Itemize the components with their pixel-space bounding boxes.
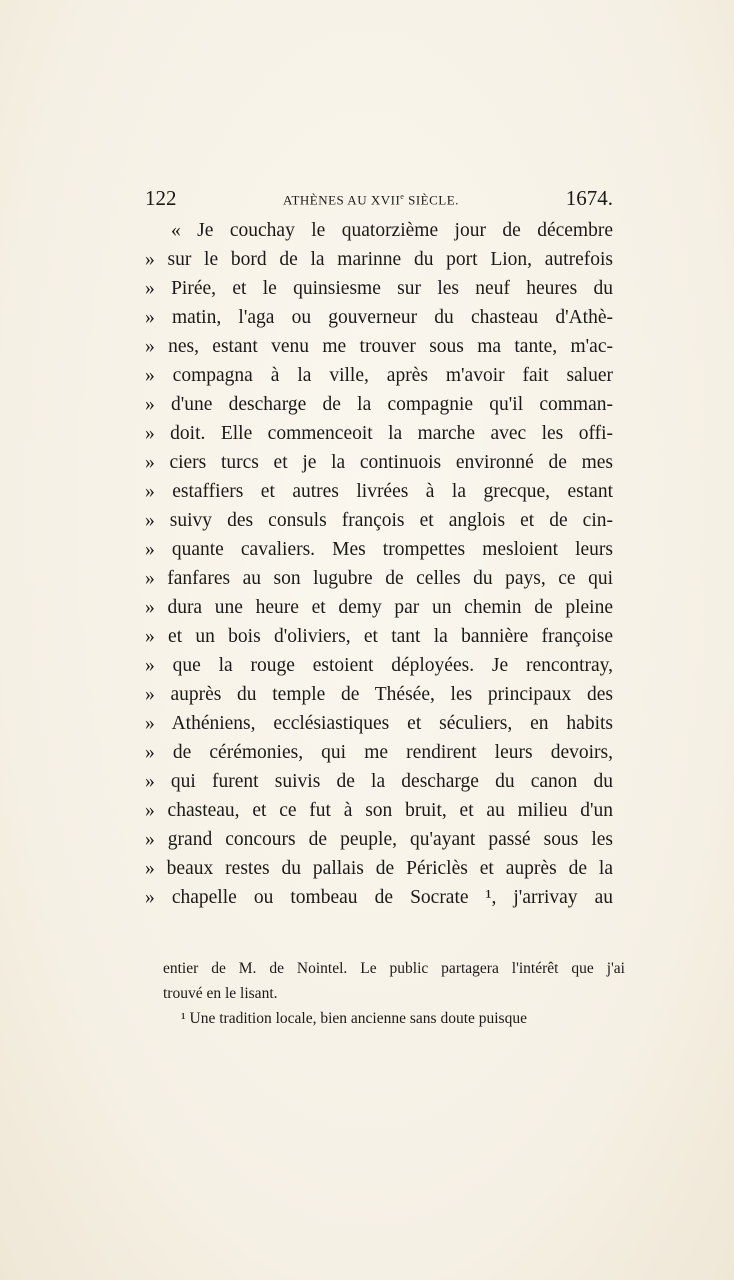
running-title-main: ATHÈNES AU XVII bbox=[283, 192, 401, 208]
text-line: » sur le bord de la marinne du port Lion, autrefois bbox=[145, 249, 613, 270]
text-line: » quante cavaliers. Mes trompettes mesloient leurs bbox=[145, 539, 613, 560]
text-line: » doit. Elle commenceoit la marche avec les offi- bbox=[145, 423, 613, 444]
text-line: » que la rouge estoient déployées. Je rencontray, bbox=[145, 655, 613, 676]
text-line: » auprès du temple de Thésée, les principaux des bbox=[145, 684, 613, 705]
footnotes bbox=[163, 956, 625, 1031]
page-number: 122 bbox=[145, 186, 177, 210]
text-line: » Pirée, et le quinsiesme sur les neuf heures du bbox=[145, 278, 613, 299]
running-title bbox=[283, 192, 459, 208]
footnote-line: ¹ Une tradition locale, bien ancienne sans doute puisque bbox=[181, 1010, 527, 1027]
text-line: » qui furent suivis de la descharge du canon du bbox=[145, 771, 613, 792]
text-line: » ciers turcs et je la continuois environné de mes bbox=[145, 452, 613, 473]
text-line: » grand concours de peuple, qu'ayant passé sous les bbox=[145, 829, 613, 850]
text-line: « Je couchay le quatorzième jour de décembre bbox=[171, 220, 613, 241]
text-line: » nes, estant venu me trouver sous ma tante, m'ac- bbox=[145, 336, 613, 357]
text-line: » chasteau, et ce fut à son bruit, et au milieu d'un bbox=[145, 800, 613, 821]
running-title-superscript: e bbox=[400, 192, 405, 201]
text-line: » Athéniens, ecclésiastiques et séculiers, en habits bbox=[145, 713, 613, 734]
running-title-end: SIÈCLE. bbox=[404, 192, 459, 208]
text-line: » matin, l'aga ou gouverneur du chasteau d'Athè- bbox=[145, 307, 613, 328]
text-line: » beaux restes du pallais de Périclès et auprès de la bbox=[145, 858, 613, 879]
footnote-line: trouvé en le lisant. bbox=[163, 985, 278, 1002]
text-line: » suivy des consuls françois et anglois et de cin- bbox=[145, 510, 613, 531]
footnote-line: entier de M. de Nointel. Le public partagera l'intérêt que j'ai bbox=[163, 960, 625, 977]
year-heading: 1674. bbox=[565, 186, 613, 210]
page-header bbox=[145, 186, 625, 216]
text-line: » et un bois d'oliviers, et tant la bannière françoise bbox=[145, 626, 613, 647]
text-line: » compagna à la ville, après m'avoir fait saluer bbox=[145, 365, 613, 386]
text-line: » fanfares au son lugubre de celles du pays, ce qui bbox=[145, 568, 613, 589]
text-line: » d'une descharge de la compagnie qu'il comman- bbox=[145, 394, 613, 415]
main-text bbox=[145, 216, 613, 912]
text-line: » chapelle ou tombeau de Socrate ¹, j'arrivay au bbox=[145, 887, 613, 908]
text-line: » de cérémonies, qui me rendirent leurs devoirs, bbox=[145, 742, 613, 763]
text-line: » estaffiers et autres livrées à la grecque, estant bbox=[145, 481, 613, 502]
text-line: » dura une heure et demy par un chemin de pleine bbox=[145, 597, 613, 618]
